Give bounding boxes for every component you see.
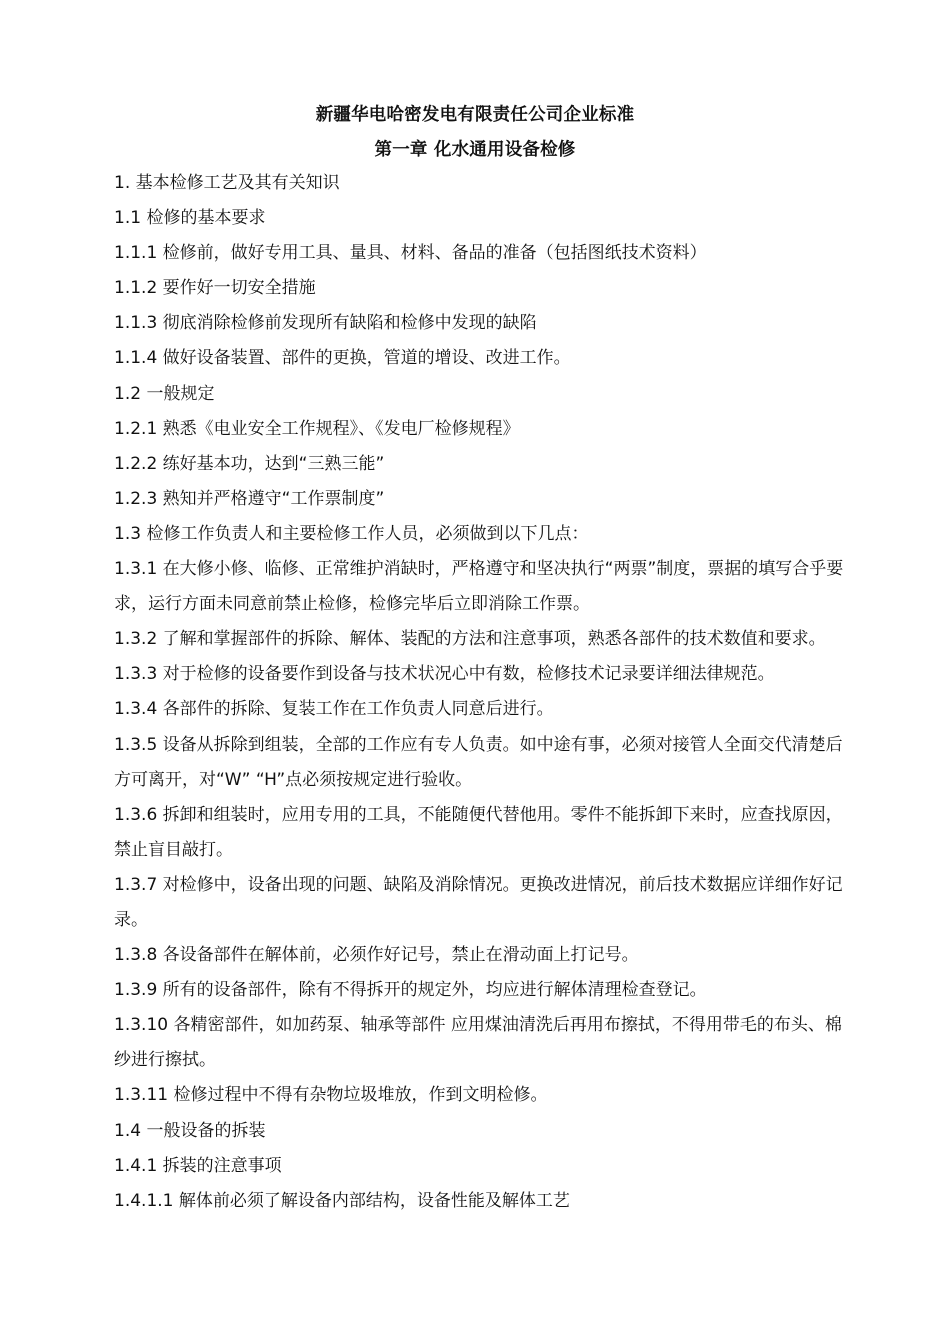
paragraph: 1.3.11 检修过程中不得有杂物垃圾堆放，作到文明检修。 bbox=[114, 1085, 548, 1106]
paragraph: 1.3.2 了解和掌握部件的拆除、解体、装配的方法和注意事项，熟悉各部件的技术数值和要求。 bbox=[114, 629, 826, 650]
paragraph: 1.2 一般规定 bbox=[114, 383, 215, 404]
paragraph: 1. 基本检修工艺及其有关知识 bbox=[114, 173, 340, 193]
paragraph: 1.3.6 拆卸和组装时，应用专用的工具，不能随便代替他用。零件不能拆卸下来时，应查找原因，禁止盲目敲打。 bbox=[114, 804, 843, 860]
paragraph: 1.1.3 彻底消除检修前发现所有缺陷和检修中发现的缺陷 bbox=[114, 313, 537, 334]
paragraph: 1.2.2 练好基本功，达到“三熟三能” bbox=[114, 453, 385, 474]
paragraph: 1.3.8 各设备部件在解体前，必须作好记号，禁止在滑动面上打记号。 bbox=[114, 945, 639, 966]
paragraph: 1.3.5 设备从拆除到组装，全部的工作应有专人负责。如中途有事，必须对接管人全面交代清楚后方可离开，对“W” “H”点必须按规定进行验收。 bbox=[114, 734, 843, 790]
chapter-title: 第一章 化水通用设备检修 bbox=[374, 140, 576, 160]
paragraph: 1.4.1 拆装的注意事项 bbox=[114, 1155, 282, 1176]
paragraph: 1.3.3 对于检修的设备要作到设备与技术状况心中有数，检修技术记录要详细法律规范。 bbox=[114, 664, 775, 685]
paragraph: 1.3.7 对检修中，设备出现的问题、缺陷及消除情况。更换改进情况，前后技术数据应详细作好记录。 bbox=[114, 874, 843, 930]
paragraph: 1.4.1.1 解体前必须了解设备内部结构，设备性能及解体工艺 bbox=[114, 1190, 570, 1211]
document-header bbox=[0, 98, 950, 168]
paragraph: 1.1.2 要作好一切安全措施 bbox=[114, 278, 316, 299]
document-body bbox=[114, 166, 844, 1219]
paragraph: 1.1 检修的基本要求 bbox=[114, 208, 266, 229]
paragraph: 1.3 检修工作负责人和主要检修工作人员，必须做到以下几点： bbox=[114, 523, 589, 544]
paragraph: 1.4 一般设备的拆装 bbox=[114, 1120, 266, 1141]
paragraph: 1.1.1 检修前，做好专用工具、量具、材料、备品的准备（包括图纸技术资料） bbox=[114, 243, 707, 264]
paragraph: 1.1.4 做好设备装置、部件的更换，管道的增设、改进工作。 bbox=[114, 348, 571, 369]
company-title: 新疆华电哈密发电有限责任公司企业标准 bbox=[315, 105, 635, 125]
paragraph: 1.3.10 各精密部件，如加药泵、轴承等部件 应用煤油清洗后再用布擦拭，不得用带毛的布头、棉纱进行擦拭。 bbox=[114, 1015, 842, 1071]
paragraph: 1.2.1 熟悉《电业安全工作规程》、《发电厂检修规程》 bbox=[114, 418, 520, 439]
paragraph: 1.3.1 在大修小修、临修、正常维护消缺时，严格遵守和坚决执行“两票”制度，票据的填写合乎要求，运行方面未同意前禁止检修，检修完毕后立即消除工作票。 bbox=[114, 559, 844, 615]
paragraph: 1.2.3 熟知并严格遵守“工作票制度” bbox=[114, 488, 385, 509]
paragraph: 1.3.4 各部件的拆除、复装工作在工作负责人同意后进行。 bbox=[114, 699, 554, 720]
paragraph: 1.3.9 所有的设备部件，除有不得拆开的规定外，均应进行解体清理检查登记。 bbox=[114, 980, 707, 1001]
